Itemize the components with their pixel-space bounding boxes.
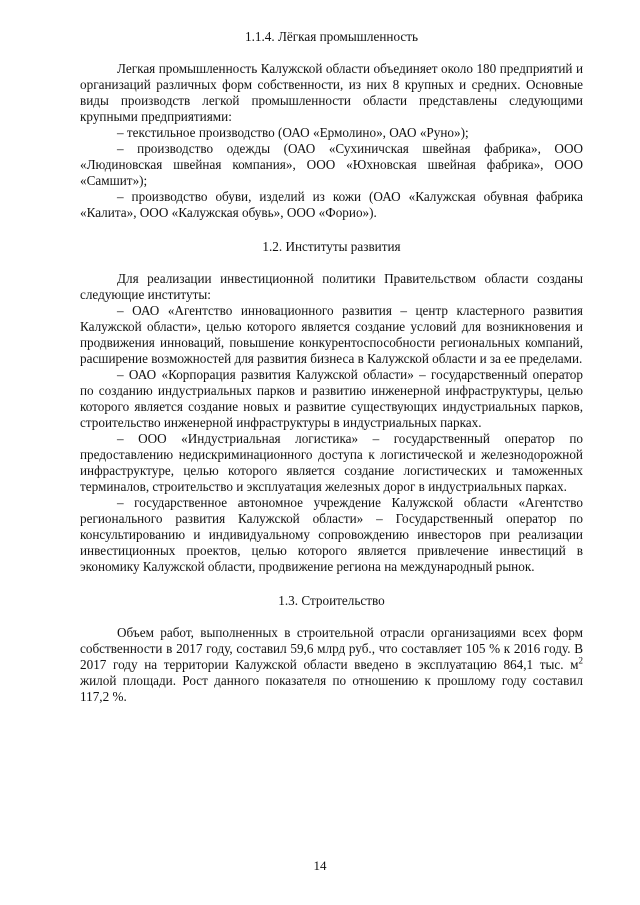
section-heading-development-institutions: 1.2. Институты развития [262,239,401,254]
construction-text-part-1: Объем работ, выполненных в строительной отрасли организациями всех форм собственности в 2017 году, составил 59,6 млрд руб., что составляет 105 % к 2016 году. В 2017 году на территории Калужской области введено в эксплуатацию 864,1 тыс. м [80,625,583,672]
paragraph-institutions-intro: Для реализации инвестиционной политики Правительством области созданы следующие институты: [80,271,583,302]
paragraph-construction [80,625,583,705]
square-meter-superscript: 2 [578,655,583,666]
page-content [80,29,583,705]
page-number: 14 [313,858,327,873]
list-item-industrial-logistics: – ООО «Индустриальная логистика» – государственный оператор по предоставлению недискриминационного доступа к логистической и железнодорожной инфраструктуре, целью которого является создание логистических и таможенных терминалов, строительство и эксплуатация железных дорог в индустриальных парках. [80,431,583,494]
spacer [80,45,583,61]
section-heading-construction: 1.3. Строительство [278,593,385,608]
construction-text-part-2: жилой площади. Рост данного показателя по отношению к прошлому году составил 117,2 %. [80,673,583,704]
spacer [80,575,583,593]
list-item-footwear: – производство обуви, изделий из кожи (ОАО «Калужская обувная фабрика «Калита», ООО «Калужская обувь», ООО «Форио»). [80,189,583,220]
list-item-innovation-agency: – ОАО «Агентство инновационного развития – центр кластерного развития Калужской области», целью которого является создание условий для возникновения и продвижения инноваций, повышение конкурентоспособности региональных компаний, расширение возможностей для развития бизнеса в Калужской области и за ее пределами. [80,303,583,366]
spacer [80,255,583,271]
list-item-clothing: – производство одежды (ОАО «Сухиничская швейная фабрика», ООО «Людиновская швейная компания», ООО «Юхновская швейная фабрика», ООО «Самшит»); [80,141,583,188]
list-item-development-corporation: – ОАО «Корпорация развития Калужской области» – государственный оператор по созданию индустриальных парков и развитию инженерной инфраструктуры, целью которого является создание новых и развитие существующих индустриальных парков, строительство инженерной инфраструктуры в индустриальных парках. [80,367,583,430]
paragraph-light-industry-intro: Легкая промышленность Калужской области объединяет около 180 предприятий и организаций различных форм собственности, из них 8 крупных и средних. Основные виды производств легкой промышленности области представлены следующими крупными предприятиями: [80,61,583,124]
section-heading-light-industry: 1.1.4. Лёгкая промышленность [244,29,419,44]
spacer [80,221,583,239]
list-item-regional-development-agency: – государственное автономное учреждение Калужской области «Агентство регионального развития Калужской области» – Государственный оператор по консультированию и индивидуальному сопровождению инвесторов при реализации инвестиционных проектов, целью которого является привлечение инвестиций в экономику Калужской области, продвижение региона на международный рынок. [80,495,583,574]
spacer [80,609,583,625]
list-item-textile: – текстильное производство (ОАО «Ермолино», ОАО «Руно»); [117,125,469,140]
